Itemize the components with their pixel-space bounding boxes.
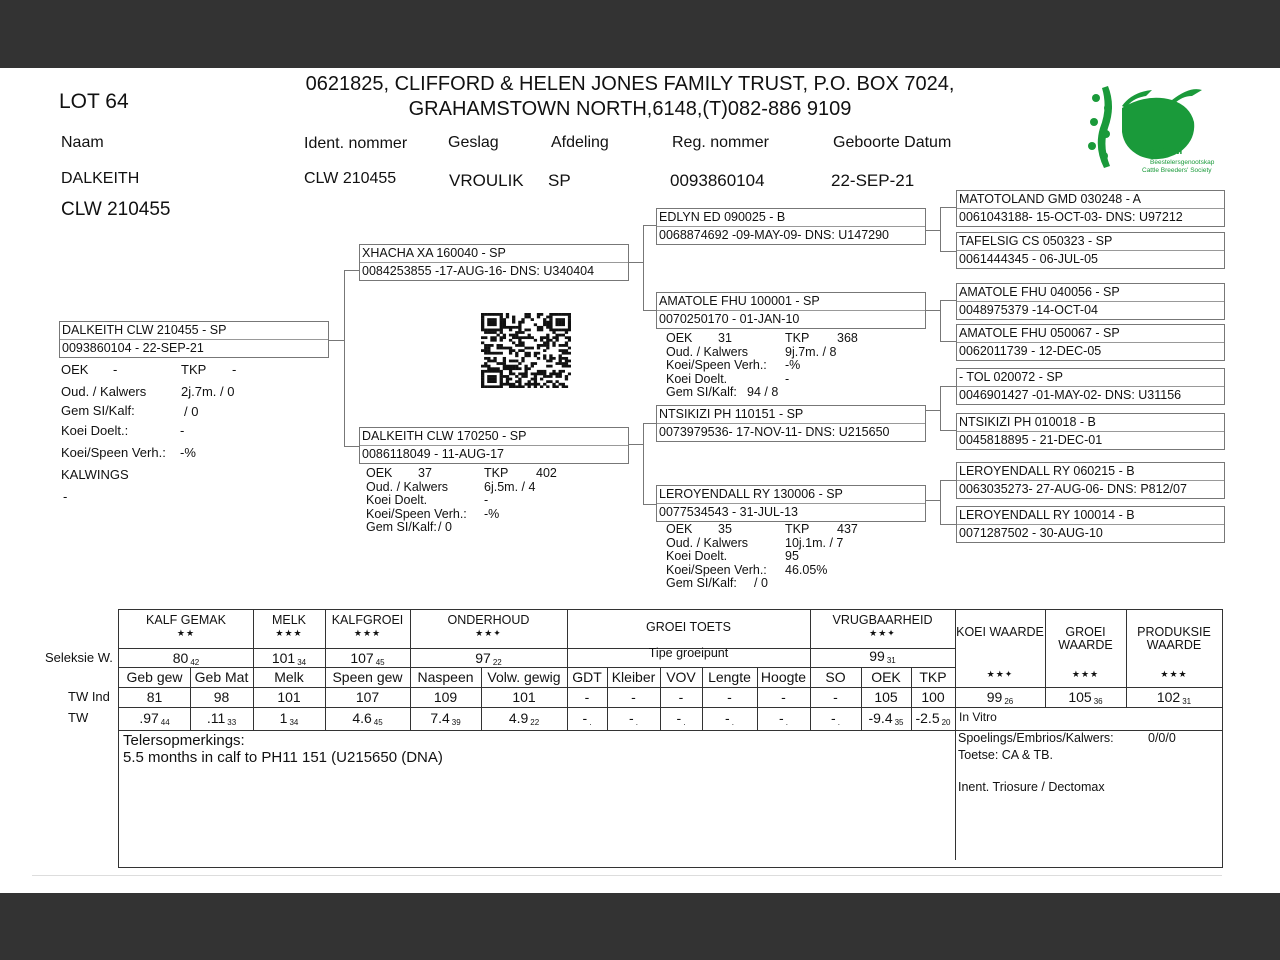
twind-groei-waarde xyxy=(1045,689,1126,706)
tw-value: - xyxy=(582,710,588,726)
pedigree-sd-name: AMATOLE FHU 100001 - SP xyxy=(659,294,820,308)
tw-accuracy: 44 xyxy=(160,718,170,727)
lot-number: LOT 64 xyxy=(59,90,129,113)
tw-value: 4.9 xyxy=(508,710,529,726)
dd-gem-label: Gem SI/Kalf: xyxy=(666,576,737,590)
dd-gem: / 0 xyxy=(754,576,768,590)
sd-speen-label: Koei/Speen Verh.: xyxy=(666,358,767,372)
tw-value: 4.6 xyxy=(352,710,372,726)
dam-oek-label: OEK xyxy=(366,466,393,480)
label-geslag: Geslag xyxy=(448,134,499,151)
connector xyxy=(940,207,941,252)
kalfgroei-stars: ★★★ xyxy=(353,628,382,638)
pedigree-sire-name: XHACHA XA 160040 - SP xyxy=(362,246,506,260)
tw-accuracy: 34 xyxy=(289,718,299,727)
pedigree-sds-reg: 0048975379 -14-OCT-04 xyxy=(957,301,1224,318)
spoelings-value: 0/0/0 xyxy=(1148,731,1176,745)
toetse-text: Toetse: CA & TB. xyxy=(958,748,1053,762)
groei-waarde-stars: ★★★ xyxy=(1071,669,1100,679)
tw-accuracy: . xyxy=(837,718,840,727)
pedigree-sss xyxy=(956,190,1225,227)
dam-dam-stats xyxy=(666,523,896,591)
sel-onderhoud-value: 97 xyxy=(475,650,491,666)
sel-vrug-acc: 31 xyxy=(886,656,896,665)
tw-cell xyxy=(607,710,660,727)
sel-melk-acc: 34 xyxy=(297,658,307,667)
dd-tkp-label: TKP xyxy=(785,522,810,536)
label-reg: Reg. nommer xyxy=(672,134,769,151)
sel-melk xyxy=(253,650,325,667)
animal-sex: VROULIK xyxy=(449,171,524,190)
row-label-tw: TW xyxy=(68,710,89,725)
column-header: OEK xyxy=(871,669,901,685)
group-produksie-waarde: PRODUKSIE WAARDE xyxy=(1137,625,1211,652)
connector xyxy=(940,386,941,431)
twind-cell: - xyxy=(678,689,684,705)
pedigree-dsd xyxy=(956,413,1225,450)
tw-value: -2.5 xyxy=(915,710,940,726)
owner-line-1: 0621825, CLIFFORD & HELEN JONES FAMILY TRUST, P.O. BOX 7024, xyxy=(305,73,955,95)
connector xyxy=(643,310,656,311)
pedigree-sdd xyxy=(956,324,1225,361)
sel-vrug-value: 99 xyxy=(869,648,885,664)
dd-koei-label: Koei Doelt. xyxy=(666,549,728,563)
connector xyxy=(940,430,956,431)
pedigree-sd-reg: 0070250170 - 01-JAN-10 xyxy=(657,310,925,327)
pedigree-dam xyxy=(359,427,629,464)
tw-value: - xyxy=(831,710,836,726)
twind-cell: - xyxy=(727,689,732,705)
column-header: Naspeen xyxy=(417,669,474,685)
top-bar xyxy=(0,0,1280,68)
twind-cell: 100 xyxy=(921,689,945,705)
self-oud: 2j.7m. / 0 xyxy=(181,384,235,399)
logo-sub2: Cattle Breeders' Society xyxy=(1142,167,1212,174)
sel-kalf-acc: 42 xyxy=(190,658,200,667)
pedigree-dd-reg: 0077534543 - 31-JUL-13 xyxy=(657,503,925,520)
sd-tkp: 368 xyxy=(837,331,858,345)
group-kalfgroei xyxy=(325,614,410,640)
tw-cell xyxy=(757,710,810,727)
twind-koei-acc: 26 xyxy=(1004,697,1014,706)
dam-oud-label: Oud. / Kalwers xyxy=(366,479,448,494)
sd-oud-label: Oud. / Kalwers xyxy=(666,344,748,359)
pedigree-ss-reg: 0068874692 -09-MAY-09- DNS: U147290 xyxy=(657,226,925,243)
in-vitro-label: In Vitro xyxy=(959,710,997,724)
dd-speen: 46.05% xyxy=(785,562,828,577)
tw-accuracy: . xyxy=(635,718,638,727)
connector xyxy=(344,270,359,271)
twind-cell: 81 xyxy=(146,689,163,705)
grid-line xyxy=(955,610,956,860)
pedigree-ssd-name: TAFELSIG CS 050323 - SP xyxy=(959,234,1113,248)
group-kalf-label: KALF GEMAK xyxy=(146,613,226,627)
tw-cell xyxy=(410,710,481,727)
sel-onderhoud xyxy=(410,650,567,667)
sd-gem-label: Gem SI/Kalf: xyxy=(666,385,737,399)
sel-tipe-groeipunt: Tipe groeipunt xyxy=(648,646,729,660)
connector xyxy=(940,386,956,387)
pedigree-sss-reg: 0061043188- 15-OCT-03- DNS: U97212 xyxy=(957,208,1224,225)
group-kalfgroei-label: KALFGROEI xyxy=(331,613,404,627)
dam-stats xyxy=(366,467,566,535)
sd-koei: - xyxy=(785,371,790,386)
sd-oek-label: OEK xyxy=(666,331,693,345)
pedigree-dam-name: DALKEITH CLW 170250 - SP xyxy=(362,429,527,443)
owner-address xyxy=(270,72,990,122)
tw-accuracy: . xyxy=(589,718,592,727)
pedigree-self xyxy=(59,321,329,358)
nguni-logo xyxy=(1082,78,1230,178)
tw-value: - xyxy=(725,710,730,726)
pedigree-sire-dam xyxy=(656,292,926,329)
sd-gem: 94 / 8 xyxy=(747,385,779,399)
pedigree-dd-name: LEROYENDALL RY 130006 - SP xyxy=(659,487,843,501)
tw-value: ‎.11 xyxy=(206,710,226,726)
row-label-twind: TW Ind xyxy=(68,689,110,704)
remarks-label: Telersopmerkings: xyxy=(123,732,245,749)
column-header: VOV xyxy=(666,669,696,685)
twind-groei-acc: 36 xyxy=(1093,697,1103,706)
pedigree-sss-name: MATOTOLAND GMD 030248 - A xyxy=(959,192,1142,206)
connector xyxy=(344,446,359,447)
connector xyxy=(926,500,940,501)
column-header: Speen gew xyxy=(332,669,403,685)
group-kalf-gemak xyxy=(119,614,253,640)
dd-oek: 35 xyxy=(718,522,732,536)
self-speen-label: Koei/Speen Verh.: xyxy=(61,445,166,460)
self-speen: -% xyxy=(180,445,196,460)
pedigree-sdd-reg: 0062011739 - 12-DEC-05 xyxy=(957,342,1224,359)
connector xyxy=(643,423,644,505)
pedigree-ss-name: EDLYN ED 090025 - B xyxy=(659,210,786,224)
twind-prod-acc: 31 xyxy=(1182,697,1192,706)
onderhoud-stars: ★★✦ xyxy=(475,628,502,638)
sd-tkp-label: TKP xyxy=(785,331,810,345)
tw-cell xyxy=(861,710,911,727)
group-koei-waarde: KOEI WAARDE xyxy=(956,625,1044,639)
tw-value: - xyxy=(676,710,682,726)
animal-section: SP xyxy=(548,171,571,190)
sd-oek: 31 xyxy=(718,331,732,345)
tw-accuracy: 33 xyxy=(227,718,237,727)
grid-line xyxy=(119,667,955,668)
connector xyxy=(926,410,940,411)
dam-oek: 37 xyxy=(418,466,432,480)
tw-cell xyxy=(253,710,325,727)
dd-oud-label: Oud. / Kalwers xyxy=(666,535,748,550)
spoelings-label: Spoelings/Embrios/Kalwers: xyxy=(958,731,1114,745)
pedigree-ddd-reg: 0071287502 - 30-AUG-10 xyxy=(957,524,1224,541)
sel-kalfgroei-value: 107 xyxy=(350,650,374,666)
pedigree-sire-reg: 0084253855 -17-AUG-16- DNS: U340404 xyxy=(360,262,628,279)
pedigree-dds-name: LEROYENDALL RY 060215 - B xyxy=(959,464,1135,478)
animal-ident: CLW 210455 xyxy=(304,170,397,187)
group-onderhoud xyxy=(410,614,567,640)
twind-cell: 105 xyxy=(874,689,898,705)
twind-koei-waarde xyxy=(955,689,1045,706)
tw-accuracy: 20 xyxy=(941,718,951,727)
melk-stars: ★★★ xyxy=(275,628,303,638)
kalf-stars: ★★ xyxy=(176,628,196,638)
pedigree-ds-name: NTSIKIZI PH 110151 - SP xyxy=(659,407,804,421)
connector xyxy=(940,480,956,481)
connector xyxy=(940,300,956,301)
sire-dam-stats xyxy=(666,332,896,400)
pedigree-ds-reg: 0073979536- 17-NOV-11- DNS: U215650 xyxy=(657,423,925,440)
tw-cell xyxy=(810,710,861,727)
group-vrugbaarheid xyxy=(810,614,955,640)
pedigree-self-name: DALKEITH CLW 210455 - SP xyxy=(62,323,227,337)
tw-value: -9.4 xyxy=(868,710,893,726)
tw-value: ‎.97 xyxy=(139,710,159,726)
logo-name: NGUNI xyxy=(1150,146,1183,157)
label-geboorte: Geboorte Datum xyxy=(833,134,952,151)
sd-oud: 9j.7m. / 8 xyxy=(785,344,837,359)
koei-waarde-stars: ★★✦ xyxy=(986,669,1014,679)
twind-cell: 98 xyxy=(213,689,230,705)
pedigree-dss-reg: 0046901427 -01-MAY-02- DNS: U31156 xyxy=(957,386,1224,403)
tw-cell xyxy=(660,710,702,727)
grid-line xyxy=(119,707,1222,708)
twind-cell: 109 xyxy=(433,689,458,705)
grid-line xyxy=(119,687,1222,688)
dd-speen-label: Koei/Speen Verh.: xyxy=(666,562,767,577)
dam-tkp: 402 xyxy=(536,466,557,480)
footer-divider xyxy=(32,875,1222,876)
dam-speen-label: Koei/Speen Verh.: xyxy=(366,506,467,521)
group-groei-toets: GROEI TOETS xyxy=(646,620,731,634)
dd-tkp: 437 xyxy=(837,522,858,536)
tw-cell xyxy=(911,710,955,727)
pedigree-ssd-reg: 0061444345 - 06-JUL-05 xyxy=(957,250,1224,267)
tw-accuracy: 45 xyxy=(373,718,383,727)
dam-koei: - xyxy=(484,493,489,507)
twind-cell: - xyxy=(781,689,786,705)
twind-prod-waarde xyxy=(1126,689,1222,706)
tw-accuracy: . xyxy=(785,718,788,727)
connector xyxy=(344,270,345,447)
dam-oud: 6j.5m. / 4 xyxy=(484,479,536,494)
dam-gem: / 0 xyxy=(438,520,452,534)
label-ident: Ident. nommer xyxy=(304,135,408,152)
column-header: TKP xyxy=(919,669,947,685)
ebv-table xyxy=(118,609,1223,868)
kalwings-label: KALWINGS xyxy=(61,467,129,482)
pedigree-sds-name: AMATOLE FHU 040056 - SP xyxy=(959,285,1120,299)
sel-melk-value: 101 xyxy=(271,650,296,666)
self-tkp: - xyxy=(232,362,237,377)
group-melk-label: MELK xyxy=(271,613,307,627)
twind-cell: 101 xyxy=(277,689,301,705)
tw-cell xyxy=(567,710,607,727)
pedigree-dsd-reg: 0045818895 - 21-DEC-01 xyxy=(957,431,1224,448)
sel-kalfgroei xyxy=(325,650,410,667)
owner-line-2: GRAHAMSTOWN NORTH,6148,(T)082-886 9109 xyxy=(408,98,852,120)
column-header: GDT xyxy=(572,669,602,685)
group-vrug-label: VRUGBAARHEID xyxy=(832,613,933,627)
tw-cell xyxy=(702,710,757,727)
column-header: Hoogte xyxy=(760,669,807,685)
self-koei: - xyxy=(180,423,185,438)
tw-value: 7.4 xyxy=(430,710,450,726)
connector xyxy=(940,341,956,342)
pedigree-self-reg: 0093860104 - 22-SEP-21 xyxy=(60,339,328,356)
pedigree-ddd xyxy=(956,506,1225,543)
label-naam: Naam xyxy=(61,134,104,151)
dd-oud: 10j.1m. / 7 xyxy=(785,535,844,550)
tw-cell xyxy=(119,710,190,727)
sd-speen: -% xyxy=(785,358,801,372)
pedigree-dss xyxy=(956,368,1225,405)
self-gem-label: Gem SI/Kalf: xyxy=(61,403,135,418)
qr-code xyxy=(481,313,571,388)
animal-dob: 22-SEP-21 xyxy=(831,171,915,190)
sel-kalfgroei-acc: 45 xyxy=(375,658,385,667)
connector xyxy=(926,310,940,311)
connector xyxy=(940,207,956,208)
twind-prod-value: 102 xyxy=(1156,689,1181,705)
row-label-seleksie: Seleksie W. xyxy=(45,650,113,665)
connector xyxy=(926,230,940,231)
column-header: SO xyxy=(825,669,846,685)
inent-text: Inent. Triosure / Dectomax xyxy=(958,780,1105,794)
kalwings-value: - xyxy=(63,489,68,504)
sd-koei-label: Koei Doelt. xyxy=(666,371,728,386)
sel-kalf xyxy=(119,650,253,667)
logo-sub1: Beestelersgenootskap xyxy=(1150,159,1215,166)
pedigree-dsd-name: NTSIKIZI PH 010018 - B xyxy=(959,415,1096,429)
tw-accuracy: . xyxy=(731,718,734,727)
produksie-waarde-stars: ★★★ xyxy=(1160,669,1188,679)
pedigree-dam-dam xyxy=(656,485,926,522)
twind-cell: - xyxy=(584,689,590,705)
column-header: Volw. gewig xyxy=(487,669,561,685)
tw-cell xyxy=(190,710,253,727)
tw-accuracy: . xyxy=(683,718,686,727)
twind-cell: - xyxy=(631,689,636,705)
group-onderhoud-label: ONDERHOUD xyxy=(447,613,530,627)
dam-speen: -% xyxy=(484,506,500,521)
self-oek: - xyxy=(113,362,118,377)
column-header: Kleiber xyxy=(611,669,656,685)
sel-onderhoud-acc: 22 xyxy=(492,658,502,667)
connector xyxy=(940,251,956,252)
sel-kalf-value: 80 xyxy=(172,650,189,666)
dd-koei: 95 xyxy=(785,549,799,563)
pedigree-dam-sire xyxy=(656,405,926,442)
connector xyxy=(940,480,941,525)
pedigree-dam-reg: 0086118049 - 11-AUG-17 xyxy=(360,445,628,462)
connector xyxy=(329,340,345,341)
column-header: Lengte xyxy=(708,669,751,685)
twind-koei-value: 99 xyxy=(986,689,1003,705)
connector xyxy=(940,524,956,525)
tw-value: 1 xyxy=(279,710,288,726)
connector xyxy=(940,300,941,342)
pedigree-dds xyxy=(956,462,1225,499)
tw-accuracy: 22 xyxy=(530,718,540,727)
twind-groei-value: 105 xyxy=(1068,689,1092,705)
bottom-bar xyxy=(0,893,1280,960)
tw-accuracy: 35 xyxy=(894,718,904,727)
self-oek-label: OEK xyxy=(61,362,89,377)
self-koei-label: Koei Doelt.: xyxy=(61,423,129,438)
group-melk xyxy=(253,614,325,640)
sel-vrug xyxy=(810,648,955,665)
tw-cell xyxy=(481,710,567,727)
self-oud-label: Oud. / Kalwers xyxy=(61,384,147,399)
group-groei-waarde: GROEI WAARDE xyxy=(1058,625,1113,652)
column-header: Geb gew xyxy=(126,669,183,685)
tw-cell xyxy=(325,710,410,727)
self-tkp-label: TKP xyxy=(181,362,207,377)
tw-accuracy: 39 xyxy=(451,718,461,727)
pedigree-dds-reg: 0063035273- 27-AUG-06- DNS: P812/07 xyxy=(957,480,1224,497)
twind-cell: 107 xyxy=(355,689,380,705)
dam-tkp-label: TKP xyxy=(484,466,509,480)
connector xyxy=(629,262,643,263)
pedigree-ddd-name: LEROYENDALL RY 100014 - B xyxy=(959,508,1135,522)
tw-value: - xyxy=(779,710,784,726)
connector xyxy=(643,225,656,226)
twind-cell: - xyxy=(833,689,838,705)
column-header: Melk xyxy=(274,669,304,685)
label-afdeling: Afdeling xyxy=(551,134,609,151)
column-header: Geb Mat xyxy=(194,669,249,685)
self-gem: / 0 xyxy=(184,404,199,419)
connector xyxy=(629,444,643,445)
pedigree-sire xyxy=(359,244,629,281)
tw-value: - xyxy=(629,710,634,726)
animal-ident-large: CLW 210455 xyxy=(61,199,171,220)
pedigree-dss-name: - TOL 020072 - SP xyxy=(959,370,1063,384)
animal-reg: 0093860104 xyxy=(670,171,765,190)
connector xyxy=(643,504,656,505)
connector xyxy=(643,423,656,424)
pedigree-sire-sire xyxy=(656,208,926,245)
pedigree-sdd-name: AMATOLE FHU 050067 - SP xyxy=(959,326,1120,340)
dd-oek-label: OEK xyxy=(666,522,693,536)
pedigree-ssd xyxy=(956,232,1225,269)
vrug-stars: ★★✦ xyxy=(869,628,896,638)
animal-name: DALKEITH xyxy=(61,170,140,187)
dam-koei-label: Koei Doelt. xyxy=(366,493,428,507)
remarks-text: 5.5 months in calf to PH11 151 (U215650 (DNA) xyxy=(123,749,443,766)
connector xyxy=(643,225,644,311)
dam-gem-label: Gem SI/Kalf: xyxy=(366,520,437,534)
pedigree-sds xyxy=(956,283,1225,320)
twind-cell: 101 xyxy=(512,689,536,705)
